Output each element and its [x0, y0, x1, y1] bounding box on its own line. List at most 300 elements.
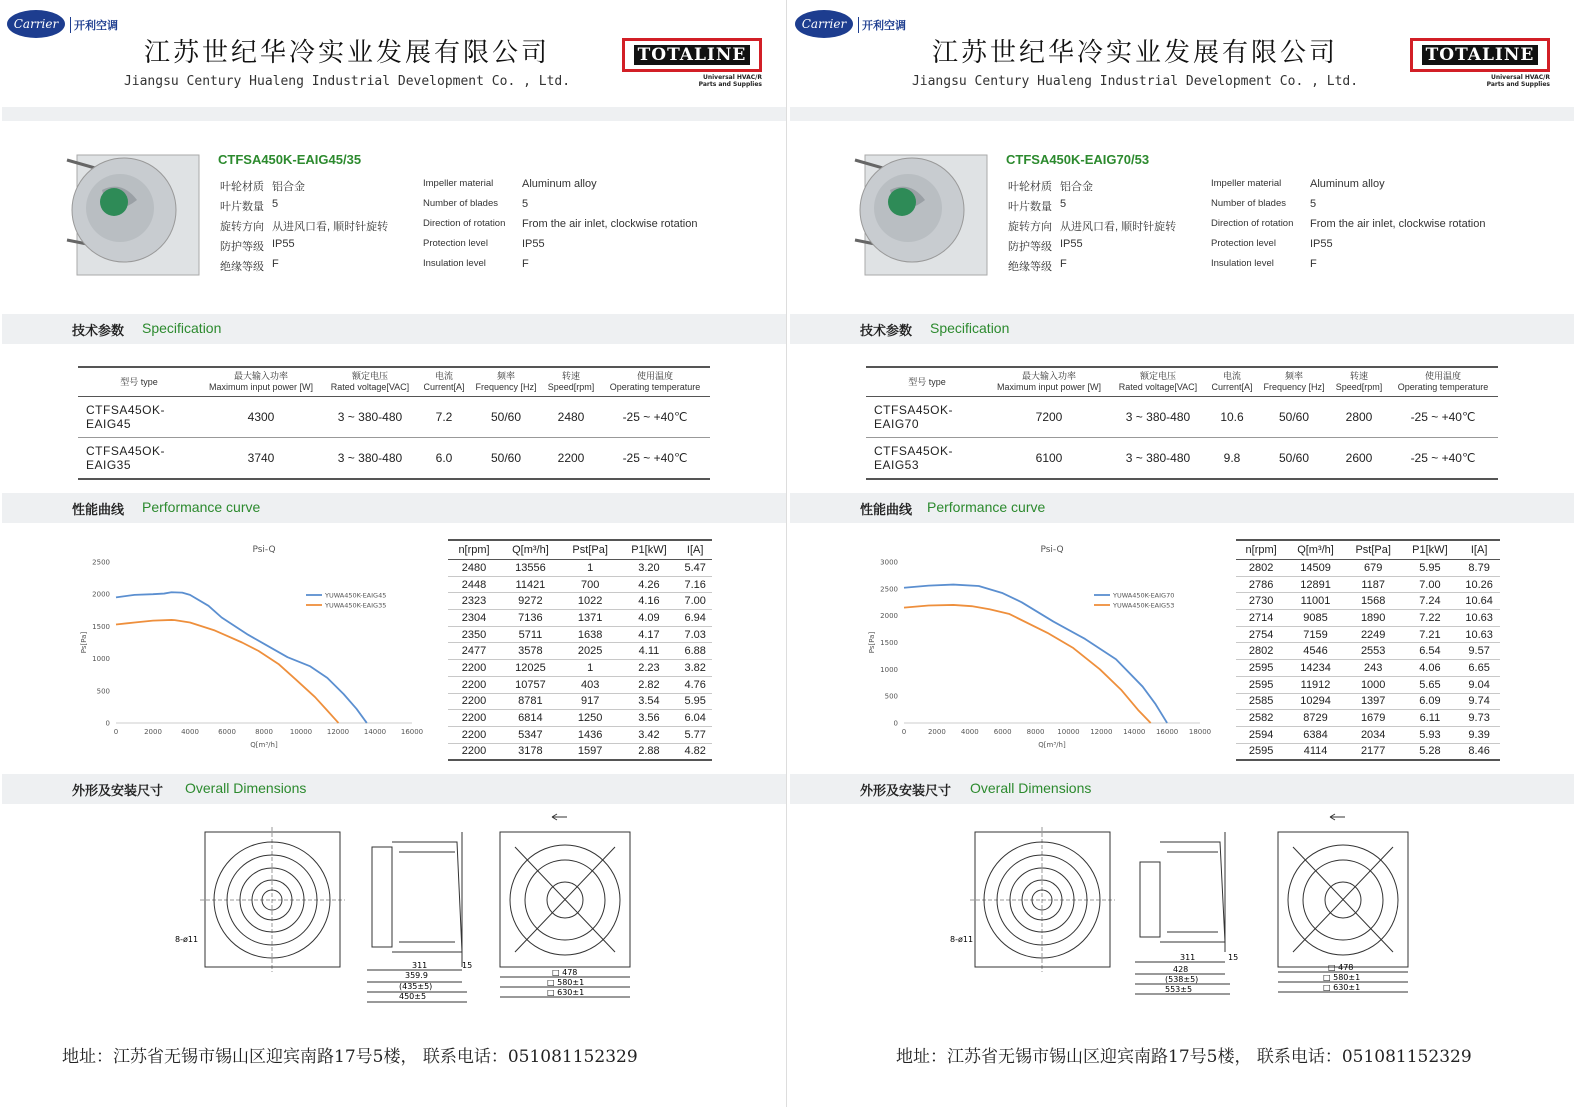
- prop-en-label: Impeller material: [423, 178, 494, 189]
- spec-col-en: Operating temperature: [1397, 382, 1489, 392]
- catalog-page-right: [790, 0, 1574, 1107]
- holes-label: 8-ø11: [950, 935, 974, 944]
- spec-col-voltage: [322, 367, 418, 397]
- y-tick-label: 0: [105, 719, 110, 728]
- perf-cell: 679: [1345, 560, 1402, 577]
- perf-cell: 2025: [561, 643, 620, 660]
- totaline-tagline: [1460, 74, 1550, 88]
- perf-section-header: [790, 493, 1574, 523]
- perf-cell: 2.23: [620, 660, 679, 677]
- section-title-cn: 技术参数: [72, 324, 125, 339]
- perf-row: [448, 726, 712, 743]
- spec-col-temp: [1388, 367, 1498, 397]
- perf-cell: 4.82: [678, 743, 712, 760]
- carrier-subtitle: 开利空调: [70, 17, 118, 33]
- perf-cell: 5.93: [1402, 726, 1459, 743]
- perf-cell: 3.42: [620, 726, 679, 743]
- perf-row: [448, 743, 712, 760]
- y-axis-label: Ps[Pa]: [80, 631, 88, 654]
- dim-section-header: [2, 774, 786, 804]
- perf-cell: 2323: [448, 593, 500, 610]
- chart-title: Psi-Q: [1040, 545, 1064, 555]
- perf-cell: 4.11: [620, 643, 679, 660]
- perf-cell: 7.22: [1402, 610, 1459, 627]
- spec-col-en: Frequency [Hz]: [1263, 382, 1325, 392]
- perf-cell: 2200: [448, 726, 500, 743]
- spec-row: [78, 438, 710, 480]
- perf-cell: 1022: [561, 593, 620, 610]
- perf-cell: 3.20: [620, 560, 679, 577]
- spec-col-type: [866, 367, 988, 397]
- spec-cell: 2480: [542, 397, 600, 438]
- spec-col-frequency: [1258, 367, 1330, 397]
- spec-cell: 9.8: [1206, 438, 1258, 480]
- prop-cn-label: 防护等级: [1008, 241, 1052, 253]
- spec-col-en: Current[A]: [423, 382, 465, 392]
- x-tick-label: 12000: [1090, 728, 1113, 736]
- perf-cell: 4546: [1286, 643, 1345, 660]
- spec-col-cn: 最大输入功率: [233, 371, 288, 381]
- prop-cn-value: 铝合金: [1060, 181, 1093, 193]
- prop-cn-value: F: [1060, 258, 1067, 270]
- perf-cell: 2200: [448, 676, 500, 693]
- perf-row: [1236, 676, 1500, 693]
- perf-cell: 9.73: [1458, 710, 1500, 727]
- perf-cell: 2200: [448, 743, 500, 760]
- perf-cell: 14234: [1286, 660, 1345, 677]
- spec-col-cn: 转速: [561, 371, 580, 381]
- x-tick-label: 0: [113, 728, 119, 736]
- holes-label: 8-ø11: [175, 935, 199, 944]
- spec-col-en: Operating temperature: [609, 382, 701, 392]
- perf-row: [448, 660, 712, 677]
- section-title-en: Performance curve: [927, 499, 1046, 515]
- spec-col-en: Rated voltage[VAC]: [330, 382, 410, 392]
- prop-en-label: Protection level: [423, 238, 488, 249]
- spec-cell: 2800: [1330, 397, 1388, 438]
- perf-cell: 9.57: [1458, 643, 1500, 660]
- prop-row: [220, 258, 740, 278]
- dimension-drawing: [950, 812, 1435, 1007]
- perf-row: [1236, 643, 1500, 660]
- prop-cn-label: 绝缘等级: [1008, 261, 1052, 273]
- perf-cell: 5711: [500, 626, 561, 643]
- fan-product-image: [62, 150, 207, 285]
- prop-en-value: 5: [1310, 198, 1317, 210]
- perf-cell: 243: [1345, 660, 1402, 677]
- perf-cell: 7.21: [1402, 626, 1459, 643]
- perf-cell: 5347: [500, 726, 561, 743]
- dim-15: 15: [462, 961, 473, 970]
- spec-col-en: Frequency [Hz]: [475, 382, 537, 392]
- series-line-0: [116, 592, 367, 723]
- totaline-text: TOTALINE: [634, 45, 751, 65]
- perf-cell: 5.47: [678, 560, 712, 577]
- perf-cell: 9.39: [1458, 726, 1500, 743]
- spec-col-power: [988, 367, 1110, 397]
- dim-428: 428: [1173, 965, 1189, 974]
- company-name-en: Jiangsu Century Hualeng Industrial Development Co. , Ltd.: [123, 74, 571, 89]
- prop-en-label: Direction of rotation: [1211, 218, 1294, 229]
- totaline-logo: [1410, 38, 1550, 72]
- dim-630: □ 630±1: [1323, 983, 1361, 992]
- spec-col-en: Current[A]: [1211, 382, 1253, 392]
- perf-cell: 6384: [1286, 726, 1345, 743]
- perf-cell: 1: [561, 660, 620, 677]
- x-tick-label: 10000: [289, 728, 313, 736]
- perf-cell: 2304: [448, 610, 500, 627]
- perf-cell: 2200: [448, 710, 500, 727]
- perf-row: [448, 593, 712, 610]
- prop-en-label: Insulation level: [423, 258, 486, 269]
- perf-cell: 4.06: [1402, 660, 1459, 677]
- dim-section-header: [790, 774, 1574, 804]
- x-tick-label: 14000: [1123, 728, 1146, 736]
- perf-cell: 7.00: [1402, 576, 1459, 593]
- perf-cell: 6.88: [678, 643, 712, 660]
- perf-col-header: I[A]: [678, 540, 712, 560]
- prop-en-label: Number of blades: [1211, 198, 1286, 209]
- perf-col-header: Q[m³/h]: [500, 540, 561, 560]
- front-view: [970, 827, 1115, 972]
- spec-col-en: 型号 type: [120, 376, 158, 387]
- perf-row: [448, 610, 712, 627]
- chart-title: Psi-Q: [252, 545, 276, 555]
- spec-cell: CTFSA45OK-EAIG70: [866, 397, 988, 438]
- spec-col-current: [1206, 367, 1258, 397]
- dim-435: (435±5): [399, 982, 433, 991]
- spec-col-cn: 转速: [1349, 371, 1368, 381]
- perf-cell: 8.46: [1458, 743, 1500, 760]
- spec-cell: 7.2: [418, 397, 470, 438]
- spec-section-header: [2, 314, 786, 344]
- prop-cn-label: 旋转方向: [1008, 221, 1052, 233]
- prop-en-value: F: [1310, 258, 1317, 270]
- spec-row: [866, 438, 1498, 480]
- x-tick-label: 16000: [1155, 728, 1179, 736]
- perf-row: [1236, 626, 1500, 643]
- spec-cell: 50/60: [1258, 397, 1330, 438]
- footer-address: 地址：江苏省无锡市锡山区迎宾南路17号5楼， 联系电话：051081152329: [896, 1047, 1472, 1067]
- x-tick-label: 4000: [960, 728, 979, 736]
- prop-row: [1008, 218, 1528, 238]
- perf-header-row: [448, 540, 712, 560]
- prop-row: [220, 178, 740, 198]
- perf-cell: 4.17: [620, 626, 679, 643]
- prop-en-label: Impeller material: [1211, 178, 1282, 189]
- spec-col-en: Speed[rpm]: [547, 382, 595, 392]
- y-tick-label: 3000: [880, 558, 898, 567]
- perf-cell: 6.04: [678, 710, 712, 727]
- perf-cell: 1250: [561, 710, 620, 727]
- perf-cell: 4.26: [620, 576, 679, 593]
- y-tick-label: 1000: [880, 665, 898, 674]
- y-tick-label: 500: [96, 687, 110, 696]
- perf-cell: 6.09: [1402, 693, 1459, 710]
- perf-cell: 2595: [1236, 676, 1286, 693]
- company-name-en: Jiangsu Century Hualeng Industrial Development Co. , Ltd.: [911, 74, 1359, 89]
- perf-cell: 2594: [1236, 726, 1286, 743]
- perf-cell: 2730: [1236, 593, 1286, 610]
- prop-cn-value: 5: [272, 198, 279, 210]
- section-title-cn: 外形及安装尺寸: [860, 784, 952, 799]
- perf-cell: 2.88: [620, 743, 679, 760]
- x-tick-label: 10000: [1057, 728, 1080, 736]
- property-list: [1008, 178, 1528, 278]
- spec-col-current: [418, 367, 470, 397]
- perf-row: [1236, 693, 1500, 710]
- spec-cell: 50/60: [470, 397, 542, 438]
- front-view: [200, 827, 345, 972]
- section-title-cn: 技术参数: [860, 324, 913, 339]
- spec-cell: CTFSA45OK-EAIG35: [78, 438, 200, 480]
- perf-row: [1236, 576, 1500, 593]
- prop-cn-label: 叶片数量: [1008, 201, 1052, 213]
- perf-cell: 9.04: [1458, 676, 1500, 693]
- perf-row: [448, 560, 712, 577]
- spec-col-cn: 频率: [1284, 371, 1303, 381]
- perf-cell: 2.82: [620, 676, 679, 693]
- model-title: CTFSA450K-EAIG45/35: [218, 152, 362, 167]
- prop-row: [1008, 258, 1528, 278]
- perf-cell: 9272: [500, 593, 561, 610]
- prop-en-value: 5: [522, 198, 529, 210]
- perf-cell: 917: [561, 693, 620, 710]
- legend-label: YUWA450K-EAIG35: [325, 601, 387, 610]
- dim-630: □ 630±1: [547, 988, 585, 997]
- model-title: CTFSA450K-EAIG70/53: [1006, 152, 1150, 167]
- perf-cell: 2200: [448, 693, 500, 710]
- perf-cell: 10294: [1286, 693, 1345, 710]
- perf-cell: 2786: [1236, 576, 1286, 593]
- perf-row: [1236, 726, 1500, 743]
- dim-478: □ 478: [552, 968, 578, 977]
- spec-col-en: Maximum input power [W]: [996, 382, 1102, 392]
- perf-section-header: [2, 493, 786, 523]
- dim-311: 311: [1180, 953, 1196, 962]
- perf-row: [1236, 610, 1500, 627]
- dim-553: 553±5: [1165, 985, 1193, 994]
- perf-col-header: n[rpm]: [448, 540, 500, 560]
- fan-product-image: [850, 150, 995, 285]
- header-band: [2, 107, 786, 121]
- y-axis-label: Ps[Pa]: [868, 631, 876, 654]
- y-tick-label: 2000: [92, 590, 110, 599]
- perf-cell: 2249: [1345, 626, 1402, 643]
- prop-row: [1008, 238, 1528, 258]
- prop-en-value: From the air inlet, clockwise rotation: [1310, 218, 1486, 230]
- spec-cell: 10.6: [1206, 397, 1258, 438]
- performance-table: [448, 539, 712, 761]
- prop-cn-label: 叶轮材质: [1008, 181, 1052, 193]
- y-tick-label: 500: [884, 692, 898, 701]
- perf-header-row: [1236, 540, 1500, 560]
- x-tick-label: 8000: [255, 728, 273, 736]
- perf-cell: 11912: [1286, 676, 1345, 693]
- spec-cell: -25 ~ +40℃: [1388, 397, 1498, 438]
- perf-row: [448, 693, 712, 710]
- dim-580: □ 580±1: [547, 978, 585, 987]
- section-title-en: Overall Dimensions: [185, 780, 307, 796]
- x-tick-label: 16000: [400, 728, 424, 736]
- perf-col-header: Q[m³/h]: [1286, 540, 1345, 560]
- prop-cn-label: 叶片数量: [220, 201, 264, 213]
- totaline-text: TOTALINE: [1422, 45, 1539, 65]
- prop-cn-value: IP55: [1060, 238, 1083, 250]
- prop-cn-label: 叶轮材质: [220, 181, 264, 193]
- prop-en-value: From the air inlet, clockwise rotation: [522, 218, 698, 230]
- perf-cell: 7.16: [678, 576, 712, 593]
- perf-cell: 4.09: [620, 610, 679, 627]
- perf-row: [448, 576, 712, 593]
- spec-cell: 3740: [200, 438, 322, 480]
- x-tick-label: 6000: [218, 728, 236, 736]
- perf-cell: 1: [561, 560, 620, 577]
- dim-580: □ 580±1: [1323, 973, 1361, 982]
- prop-row: [220, 218, 740, 238]
- perf-cell: 10.26: [1458, 576, 1500, 593]
- perf-cell: 4114: [1286, 743, 1345, 760]
- header-band: [790, 107, 1574, 121]
- spec-col-frequency: [470, 367, 542, 397]
- perf-cell: 7.03: [678, 626, 712, 643]
- perf-cell: 6.11: [1402, 710, 1459, 727]
- prop-en-value: Aluminum alloy: [522, 178, 597, 190]
- spec-col-en: Rated voltage[VAC]: [1118, 382, 1198, 392]
- perf-cell: 7159: [1286, 626, 1345, 643]
- y-tick-label: 2000: [880, 612, 898, 621]
- perf-cell: 6.54: [1402, 643, 1459, 660]
- perf-col-header: Pst[Pa]: [1345, 540, 1402, 560]
- section-title-cn: 性能曲线: [72, 503, 125, 518]
- perf-col-header: I[A]: [1458, 540, 1500, 560]
- spec-col-cn: 频率: [496, 371, 515, 381]
- series-line-1: [904, 605, 1151, 723]
- perf-cell: 5.95: [1402, 560, 1459, 577]
- perf-cell: 2595: [1236, 660, 1286, 677]
- perf-cell: 3.82: [678, 660, 712, 677]
- x-tick-label: 8000: [1026, 728, 1045, 736]
- totaline-sub1: Universal HVAC/R: [702, 74, 762, 81]
- spec-cell: -25 ~ +40℃: [600, 397, 710, 438]
- x-tick-label: 14000: [363, 728, 387, 736]
- section-title-en: Performance curve: [142, 499, 261, 515]
- prop-en-value: IP55: [522, 238, 545, 250]
- prop-cn-label: 旋转方向: [220, 221, 264, 233]
- perf-cell: 2595: [1236, 743, 1286, 760]
- dim-478: □ 478: [1328, 963, 1354, 972]
- perf-cell: 1638: [561, 626, 620, 643]
- perf-cell: 4.76: [678, 676, 712, 693]
- prop-cn-label: 绝缘等级: [220, 261, 264, 273]
- section-title-en: Specification: [930, 320, 1010, 336]
- perf-cell: 2480: [448, 560, 500, 577]
- spec-col-en: Speed[rpm]: [1335, 382, 1383, 392]
- perf-cell: 6814: [500, 710, 561, 727]
- spec-table: [78, 366, 710, 480]
- perf-cell: 1568: [1345, 593, 1402, 610]
- perf-cell: 12891: [1286, 576, 1345, 593]
- spec-col-en: Maximum input power [W]: [208, 382, 314, 392]
- y-tick-label: 1500: [880, 639, 898, 647]
- dim-450: 450±5: [399, 992, 427, 1001]
- perf-cell: 1187: [1345, 576, 1402, 593]
- perf-cell: 10.63: [1458, 626, 1500, 643]
- legend-label: YUWA450K-EAIG45: [325, 591, 387, 600]
- dim-311: 311: [412, 961, 428, 970]
- perf-cell: 1597: [561, 743, 620, 760]
- totaline-sub2: Parts and Supplies: [698, 81, 762, 88]
- spec-header-row: [78, 367, 710, 397]
- spec-col-cn: 最大输入功率: [1021, 371, 1076, 381]
- perf-cell: 11421: [500, 576, 561, 593]
- performance-chart: [864, 540, 1214, 755]
- spec-col-en: 型号 type: [908, 376, 946, 387]
- prop-cn-value: 从进风口看, 顺时针旋转: [272, 221, 389, 233]
- dim-3599: 359.9: [405, 971, 428, 980]
- x-axis-label: Q[m³/h]: [1038, 741, 1066, 749]
- prop-en-label: Number of blades: [423, 198, 498, 209]
- spec-cell: 7200: [988, 397, 1110, 438]
- perf-row: [448, 676, 712, 693]
- spec-col-speed: [542, 367, 600, 397]
- spec-cell: CTFSA45OK-EAIG45: [78, 397, 200, 438]
- perf-cell: 5.28: [1402, 743, 1459, 760]
- perf-cell: 2754: [1236, 626, 1286, 643]
- section-title-cn: 外形及安装尺寸: [72, 784, 164, 799]
- prop-cn-value: IP55: [272, 238, 295, 250]
- perf-cell: 10.63: [1458, 610, 1500, 627]
- perf-row: [448, 710, 712, 727]
- perf-row: [448, 643, 712, 660]
- perf-cell: 1397: [1345, 693, 1402, 710]
- y-tick-label: 2500: [880, 585, 898, 594]
- perf-cell: 4.16: [620, 593, 679, 610]
- spec-cell: CTFSA45OK-EAIG53: [866, 438, 988, 480]
- perf-cell: 2448: [448, 576, 500, 593]
- x-tick-label: 2000: [144, 728, 162, 736]
- spec-row: [78, 397, 710, 438]
- perf-cell: 5.95: [678, 693, 712, 710]
- prop-row: [220, 238, 740, 258]
- performance-chart: [76, 540, 426, 755]
- perf-cell: 403: [561, 676, 620, 693]
- x-tick-label: 4000: [181, 728, 199, 736]
- prop-en-label: Protection level: [1211, 238, 1276, 249]
- perf-cell: 8.79: [1458, 560, 1500, 577]
- y-tick-label: 0: [893, 719, 898, 728]
- x-axis-label: Q[m³/h]: [250, 741, 278, 749]
- perf-cell: 700: [561, 576, 620, 593]
- totaline-logo: [622, 38, 762, 72]
- spec-cell: 4300: [200, 397, 322, 438]
- perf-cell: 8729: [1286, 710, 1345, 727]
- section-title-en: Specification: [142, 320, 222, 336]
- perf-cell: 13556: [500, 560, 561, 577]
- y-tick-label: 2500: [92, 558, 110, 567]
- perf-cell: 1436: [561, 726, 620, 743]
- dimension-drawing: [167, 812, 647, 1007]
- perf-cell: 2553: [1345, 643, 1402, 660]
- spec-col-speed: [1330, 367, 1388, 397]
- spec-cell: 2200: [542, 438, 600, 480]
- prop-en-label: Direction of rotation: [423, 218, 506, 229]
- spec-col-cn: 电流: [1222, 371, 1241, 381]
- prop-cn-value: 5: [1060, 198, 1067, 210]
- spec-table: [866, 366, 1498, 480]
- property-list: [220, 178, 740, 278]
- perf-col-header: n[rpm]: [1236, 540, 1286, 560]
